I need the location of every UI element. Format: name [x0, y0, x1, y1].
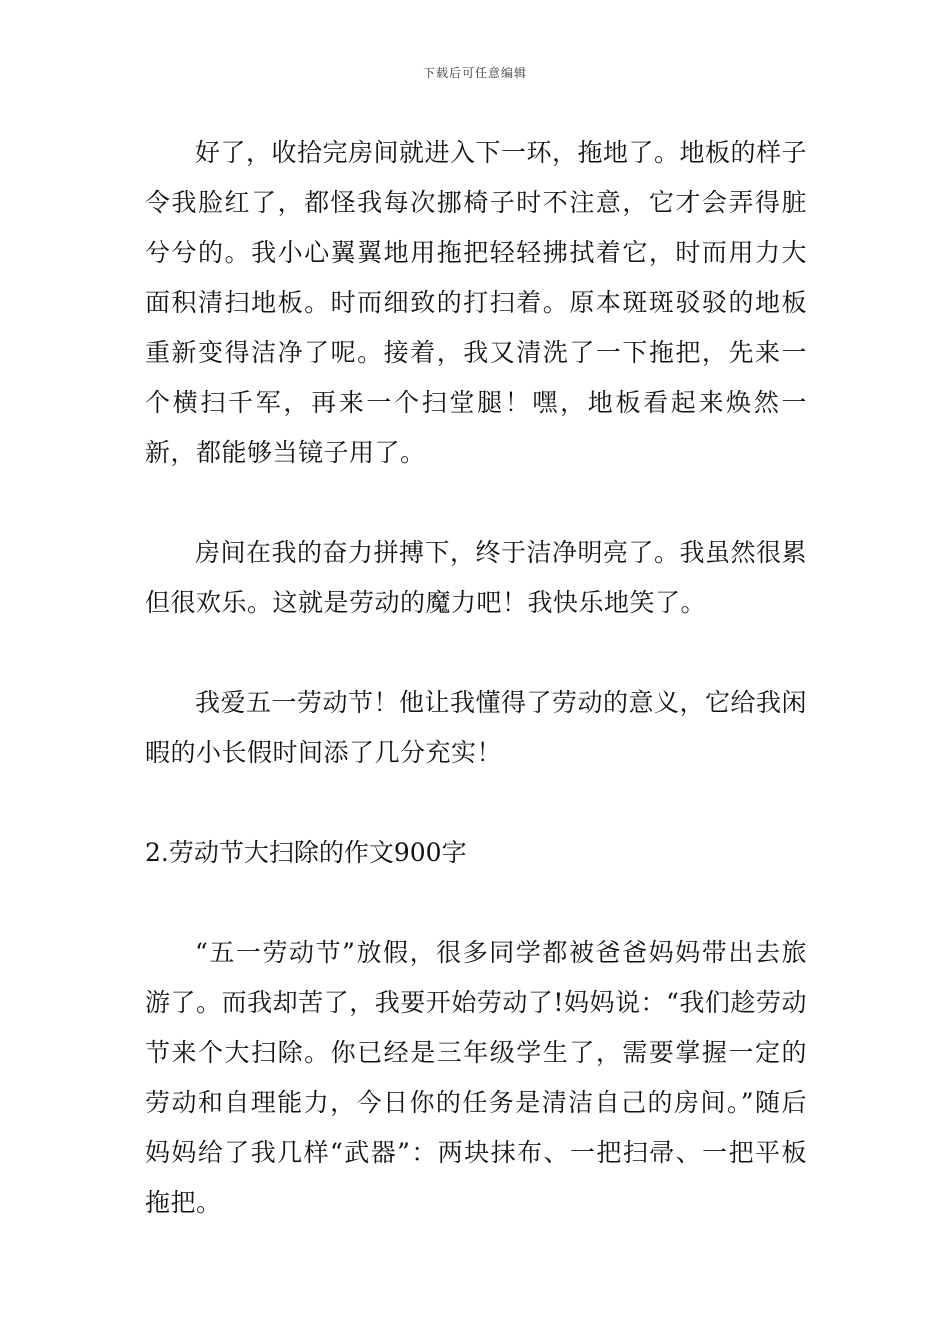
paragraph-holiday-cleaning: “五一劳动节”放假，很多同学都被爸爸妈妈带出去旅游了。而我却苦了，我要开始劳动了!妈妈说：“我们趁劳动节来个大扫除。你已经是三年级学生了，需要掌握一定的劳动和自理能力，今日你的任务是清洁自己的房间。”随后妈妈给了我几样“武器”：两块抹布、一把扫帚、一把平板拖把。: [145, 938, 807, 1217]
section-heading: 2.劳动节大扫除的作文900字: [145, 838, 467, 867]
paragraph-mopping: 好了，收拾完房间就进入下一环，拖地了。地板的样子令我脸红了，都怪我每次挪椅子时不注意，它才会弄得脏兮兮的。我小心翼翼地用拖把轻轻拂拭着它，时而用力大面积清扫地板。时而细致的打扫着。原本斑斑驳驳的地板重新变得洁净了呢。接着，我又清洗了一下拖把，先来一个横扫千军，再来一个扫堂腿！嘿，地板看起来焕然一新，都能够当镜子用了。: [145, 138, 808, 467]
paragraph-gap: [145, 878, 807, 928]
header-note: 下载后可任意编辑: [422, 66, 527, 80]
paragraph-gap: [145, 778, 807, 828]
paragraph-love-labor-day: 我爱五一劳动节！他让我懂得了劳动的意义，它给我闲暇的小长假时间添了几分充实！: [145, 688, 808, 767]
paragraph-gap: [145, 628, 807, 678]
document-body: [145, 128, 807, 1228]
paragraph-gap: [145, 478, 807, 528]
paragraph-clean-room: 房间在我的奋力拼搏下，终于洁净明亮了。我虽然很累但很欢乐。这就是劳动的魔力吧！我快乐地笑了。: [145, 538, 808, 617]
